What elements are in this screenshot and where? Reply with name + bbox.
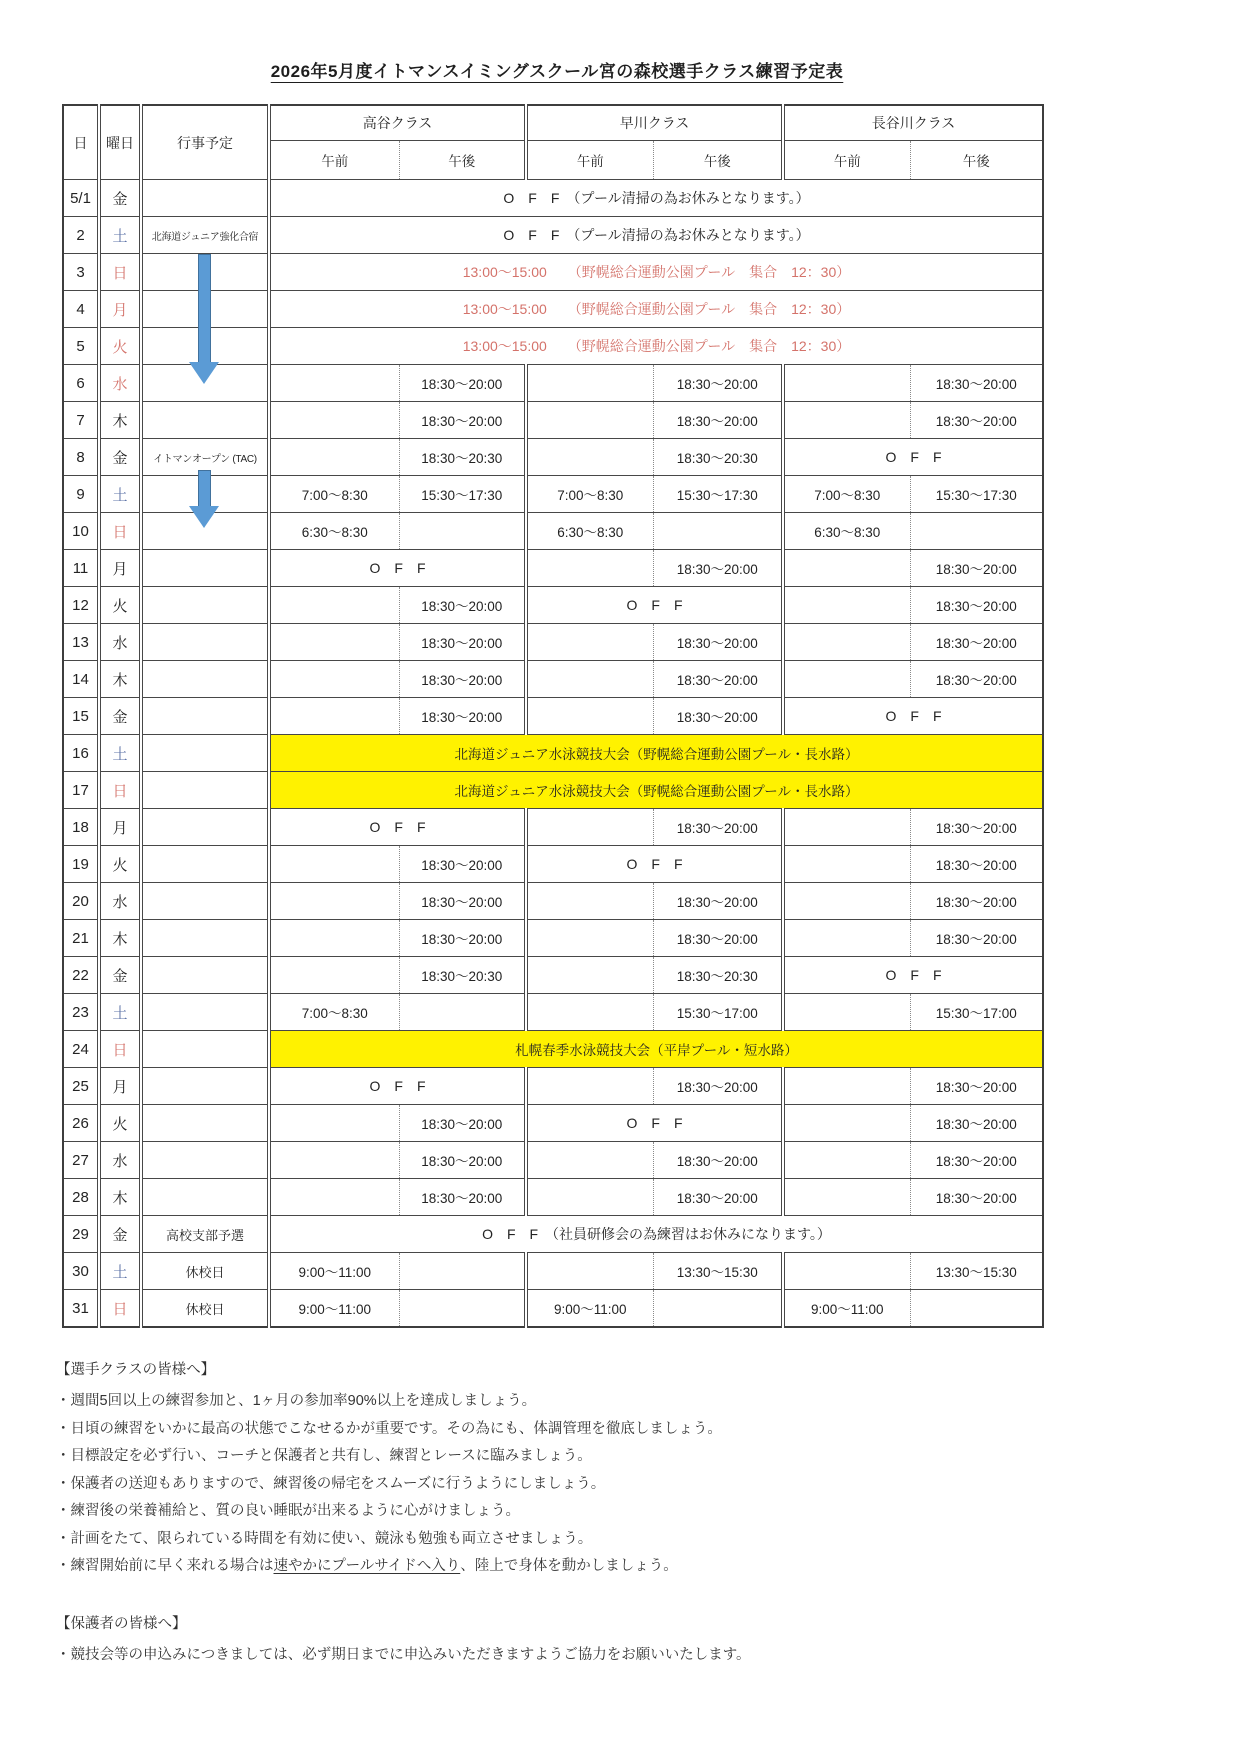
- time-cell: 18:30〜20:00: [910, 550, 1043, 587]
- schedule-row: [63, 883, 1043, 920]
- time-cell: [783, 920, 910, 957]
- time-cell: 18:30〜20:00: [910, 1068, 1043, 1105]
- time-cell: 13:30〜15:30: [910, 1253, 1043, 1290]
- weekday-cell: 日: [99, 254, 141, 291]
- time-cell: 18:30〜20:00: [910, 846, 1043, 883]
- time-cell: O F F: [783, 957, 1043, 994]
- time-cell: 18:30〜20:00: [399, 587, 526, 624]
- time-cell: [783, 1253, 910, 1290]
- schedule-row: [63, 1068, 1043, 1105]
- time-cell: 15:30〜17:00: [910, 994, 1043, 1031]
- span-cell: 13:00〜15:00 （野幌総合運動公園プール 集合 12：30）: [269, 291, 1043, 328]
- time-cell: 18:30〜20:00: [653, 365, 783, 402]
- col-header-pm-1: 午後: [399, 141, 526, 180]
- note-item: ・保護者の送迎もありますので、練習後の帰宅をスムーズに行うようにしましょう。: [56, 1475, 606, 1492]
- time-cell: 18:30〜20:00: [653, 661, 783, 698]
- schedule-row: [63, 217, 1043, 254]
- note-item: ・週間5回以上の練習参加と、1ヶ月の参加率90%以上を達成しましょう。: [56, 1393, 537, 1409]
- time-cell: O F F: [269, 809, 526, 846]
- schedule-row: [63, 1179, 1043, 1216]
- time-cell: [526, 1253, 653, 1290]
- time-cell: [783, 1105, 910, 1142]
- weekday-cell: 金: [99, 1216, 141, 1253]
- time-cell: 18:30〜20:00: [399, 1142, 526, 1179]
- time-cell: [526, 624, 653, 661]
- span-cell: O F F （プール清掃の為お休みとなります。）: [269, 180, 1043, 217]
- time-cell: [269, 957, 399, 994]
- time-cell: 18:30〜20:30: [653, 957, 783, 994]
- day-cell: 16: [63, 735, 99, 772]
- note-item: ・練習開始前に早く来れる場合は速やかにプールサイドへ入り、陸上で身体を動かしましょう。: [56, 1558, 678, 1574]
- time-cell: 18:30〜20:00: [399, 661, 526, 698]
- day-cell: 26: [63, 1105, 99, 1142]
- time-cell: [783, 550, 910, 587]
- time-cell: 18:30〜20:00: [399, 1105, 526, 1142]
- time-cell: [269, 661, 399, 698]
- schedule-row: [63, 698, 1043, 735]
- weekday-cell: 金: [99, 180, 141, 217]
- page-title: 2026年5月度イトマンスイミングスクール宮の森校選手クラス練習予定表: [270, 62, 844, 81]
- weekday-cell: 月: [99, 809, 141, 846]
- weekday-cell: 土: [99, 994, 141, 1031]
- weekday-cell: 土: [99, 217, 141, 254]
- notes-athletes-list: [56, 1388, 1186, 1581]
- schedule-row: [63, 920, 1043, 957]
- span-cell: O F F （社員研修会の為練習はお休みになります。）: [269, 1216, 1043, 1253]
- event-cell: [141, 735, 269, 772]
- day-cell: 27: [63, 1142, 99, 1179]
- time-cell: [526, 809, 653, 846]
- time-cell: [399, 513, 526, 550]
- time-cell: [399, 1253, 526, 1290]
- day-cell: 19: [63, 846, 99, 883]
- col-header-am-1: 午前: [269, 141, 399, 180]
- schedule-row: [63, 1253, 1043, 1290]
- schedule-row: [63, 661, 1043, 698]
- schedule-row: [63, 735, 1043, 772]
- time-cell: 9:00〜11:00: [269, 1290, 399, 1328]
- schedule-row: [63, 1105, 1043, 1142]
- col-header-am-3: 午前: [783, 141, 910, 180]
- day-cell: 9: [63, 476, 99, 513]
- weekday-cell: 火: [99, 587, 141, 624]
- weekday-cell: 水: [99, 624, 141, 661]
- col-header-class-2: 早川クラス: [526, 105, 783, 141]
- day-cell: 2: [63, 217, 99, 254]
- time-cell: [526, 1142, 653, 1179]
- schedule-row: [63, 994, 1043, 1031]
- day-cell: 13: [63, 624, 99, 661]
- schedule-row: [63, 587, 1043, 624]
- event-cell: [141, 809, 269, 846]
- time-cell: 18:30〜20:00: [653, 920, 783, 957]
- time-cell: 9:00〜11:00: [269, 1253, 399, 1290]
- schedule-row: [63, 1216, 1043, 1253]
- event-banner: 札幌春季水泳競技大会（平岸プール・短水路）: [269, 1031, 1043, 1068]
- time-cell: 18:30〜20:00: [653, 1179, 783, 1216]
- day-cell: 15: [63, 698, 99, 735]
- time-cell: 18:30〜20:00: [910, 1179, 1043, 1216]
- event-cell: 北海道ジュニア強化合宿: [141, 217, 269, 254]
- time-cell: 9:00〜11:00: [783, 1290, 910, 1328]
- time-cell: O F F: [783, 439, 1043, 476]
- day-cell: 21: [63, 920, 99, 957]
- day-cell: 3: [63, 254, 99, 291]
- day-cell: 22: [63, 957, 99, 994]
- time-cell: 18:30〜20:30: [399, 957, 526, 994]
- time-cell: 6:30〜8:30: [783, 513, 910, 550]
- down-arrow-icon: [189, 254, 219, 384]
- event-cell: [141, 1179, 269, 1216]
- event-cell: 休校日: [141, 1253, 269, 1290]
- weekday-cell: 金: [99, 957, 141, 994]
- event-banner: 北海道ジュニア水泳競技大会（野幌総合運動公園プール・長水路）: [269, 735, 1043, 772]
- time-cell: [783, 402, 910, 439]
- time-cell: O F F: [269, 550, 526, 587]
- time-cell: [269, 883, 399, 920]
- span-cell: 13:00〜15:00 （野幌総合運動公園プール 集合 12：30）: [269, 328, 1043, 365]
- event-cell: [141, 550, 269, 587]
- time-cell: O F F: [526, 846, 783, 883]
- time-cell: 18:30〜20:00: [399, 1179, 526, 1216]
- time-cell: [269, 698, 399, 735]
- time-cell: [783, 1179, 910, 1216]
- time-cell: 15:30〜17:00: [653, 994, 783, 1031]
- section-heading: 【選手クラスの皆様へ】: [56, 1362, 216, 1378]
- time-cell: [783, 809, 910, 846]
- event-cell: [141, 1031, 269, 1068]
- schedule-row: [63, 1142, 1043, 1179]
- col-header-pm-3: 午後: [910, 141, 1043, 180]
- time-cell: [269, 402, 399, 439]
- time-cell: 6:30〜8:30: [269, 513, 399, 550]
- schedule-row: [63, 1031, 1043, 1068]
- time-cell: 18:30〜20:00: [653, 698, 783, 735]
- schedule-row: [63, 846, 1043, 883]
- weekday-cell: 月: [99, 550, 141, 587]
- time-cell: 18:30〜20:00: [910, 624, 1043, 661]
- time-cell: 18:30〜20:00: [910, 1142, 1043, 1179]
- day-cell: 8: [63, 439, 99, 476]
- time-cell: 18:30〜20:30: [399, 439, 526, 476]
- time-cell: [526, 957, 653, 994]
- weekday-cell: 月: [99, 291, 141, 328]
- time-cell: [399, 1290, 526, 1328]
- day-cell: 10: [63, 513, 99, 550]
- notes-athletes-section: [56, 1358, 1186, 1581]
- time-cell: [269, 1142, 399, 1179]
- time-cell: 18:30〜20:00: [910, 587, 1043, 624]
- time-cell: [269, 920, 399, 957]
- time-cell: 18:30〜20:00: [653, 1142, 783, 1179]
- day-cell: 25: [63, 1068, 99, 1105]
- schedule-row: [63, 772, 1043, 809]
- time-cell: [910, 513, 1043, 550]
- time-cell: O F F: [783, 698, 1043, 735]
- time-cell: O F F: [269, 1068, 526, 1105]
- time-cell: 18:30〜20:00: [399, 920, 526, 957]
- time-cell: [269, 624, 399, 661]
- notes-parents-section: [56, 1612, 1186, 1670]
- weekday-cell: 火: [99, 328, 141, 365]
- weekday-cell: 火: [99, 1105, 141, 1142]
- event-cell: [141, 883, 269, 920]
- weekday-cell: 月: [99, 1068, 141, 1105]
- schedule-row: [63, 180, 1043, 217]
- day-cell: 28: [63, 1179, 99, 1216]
- time-cell: O F F: [526, 587, 783, 624]
- time-cell: 7:00〜8:30: [269, 994, 399, 1031]
- day-cell: 29: [63, 1216, 99, 1253]
- day-cell: 7: [63, 402, 99, 439]
- notes-parents-list: [56, 1642, 1186, 1670]
- note-item: ・練習後の栄養補給と、質の良い睡眠が出来るように心がけましょう。: [56, 1503, 520, 1519]
- event-cell: [141, 1068, 269, 1105]
- time-cell: [526, 920, 653, 957]
- time-cell: [783, 994, 910, 1031]
- weekday-cell: 木: [99, 402, 141, 439]
- time-cell: 6:30〜8:30: [526, 513, 653, 550]
- day-cell: 30: [63, 1253, 99, 1290]
- time-cell: 9:00〜11:00: [526, 1290, 653, 1328]
- time-cell: [269, 439, 399, 476]
- event-cell: [141, 402, 269, 439]
- schedule-row: [63, 809, 1043, 846]
- event-cell: [141, 957, 269, 994]
- time-cell: 13:30〜15:30: [653, 1253, 783, 1290]
- time-cell: 15:30〜17:30: [910, 476, 1043, 513]
- time-cell: 7:00〜8:30: [783, 476, 910, 513]
- weekday-cell: 日: [99, 1031, 141, 1068]
- note-item: ・競技会等の申込みにつきましては、必ず期日までに申込みいただきますようご協力をお願いいたします。: [56, 1647, 751, 1663]
- weekday-cell: 金: [99, 698, 141, 735]
- event-cell: [141, 1142, 269, 1179]
- time-cell: [783, 365, 910, 402]
- time-cell: 18:30〜20:00: [653, 809, 783, 846]
- time-cell: [783, 1068, 910, 1105]
- day-cell: 12: [63, 587, 99, 624]
- time-cell: 18:30〜20:00: [399, 402, 526, 439]
- col-header-day: 日: [73, 134, 88, 151]
- col-header-weekday: 曜日: [99, 105, 141, 180]
- col-header-class-1: 高谷クラス: [269, 105, 526, 141]
- span-cell: 13:00〜15:00 （野幌総合運動公園プール 集合 12：30）: [269, 254, 1043, 291]
- event-cell: [141, 624, 269, 661]
- time-cell: 18:30〜20:00: [910, 661, 1043, 698]
- time-cell: [526, 365, 653, 402]
- time-cell: [783, 883, 910, 920]
- event-cell: [141, 920, 269, 957]
- schedule-row: [63, 550, 1043, 587]
- event-banner: 北海道ジュニア水泳競技大会（野幌総合運動公園プール・長水路）: [269, 772, 1043, 809]
- time-cell: [783, 624, 910, 661]
- schedule-row: [63, 624, 1043, 661]
- weekday-cell: 水: [99, 883, 141, 920]
- event-cell: 高校支部予選: [141, 1216, 269, 1253]
- weekday-cell: 水: [99, 1142, 141, 1179]
- day-cell: 31: [63, 1290, 99, 1328]
- schedule-header: [63, 105, 1043, 180]
- time-cell: [269, 587, 399, 624]
- time-cell: 18:30〜20:00: [399, 698, 526, 735]
- weekday-cell: 日: [99, 513, 141, 550]
- time-cell: 18:30〜20:00: [653, 1068, 783, 1105]
- weekday-cell: 火: [99, 846, 141, 883]
- weekday-cell: 土: [99, 476, 141, 513]
- event-cell: [141, 587, 269, 624]
- time-cell: [526, 1068, 653, 1105]
- event-cell: [141, 180, 269, 217]
- time-cell: 18:30〜20:30: [653, 439, 783, 476]
- time-cell: [526, 883, 653, 920]
- time-cell: 18:30〜20:00: [910, 365, 1043, 402]
- time-cell: 18:30〜20:00: [399, 365, 526, 402]
- day-cell: 5/1: [63, 180, 99, 217]
- time-cell: O F F: [526, 1105, 783, 1142]
- day-cell: 17: [63, 772, 99, 809]
- weekday-cell: 水: [99, 365, 141, 402]
- time-cell: [526, 550, 653, 587]
- time-cell: [653, 513, 783, 550]
- time-cell: [269, 365, 399, 402]
- time-cell: [269, 1179, 399, 1216]
- event-cell: [141, 772, 269, 809]
- event-cell: イトマンオープン (TAC): [141, 439, 269, 476]
- day-cell: 14: [63, 661, 99, 698]
- weekday-cell: 木: [99, 661, 141, 698]
- time-cell: 18:30〜20:00: [653, 883, 783, 920]
- day-cell: 4: [63, 291, 99, 328]
- time-cell: 18:30〜20:00: [399, 883, 526, 920]
- time-cell: [269, 846, 399, 883]
- col-header-am-2: 午前: [526, 141, 653, 180]
- day-cell: 6: [63, 365, 99, 402]
- time-cell: 7:00〜8:30: [269, 476, 399, 513]
- day-cell: 11: [63, 550, 99, 587]
- day-cell: 24: [63, 1031, 99, 1068]
- time-cell: 18:30〜20:00: [653, 402, 783, 439]
- time-cell: 18:30〜20:00: [910, 809, 1043, 846]
- span-cell: O F F （プール清掃の為お休みとなります。）: [269, 217, 1043, 254]
- weekday-cell: 土: [99, 735, 141, 772]
- time-cell: 18:30〜20:00: [653, 550, 783, 587]
- weekday-cell: 金: [99, 439, 141, 476]
- schedule-row: [63, 957, 1043, 994]
- time-cell: [910, 1290, 1043, 1328]
- day-cell: 20: [63, 883, 99, 920]
- event-cell: 休校日: [141, 1290, 269, 1328]
- time-cell: [526, 439, 653, 476]
- weekday-cell: 日: [99, 1290, 141, 1328]
- section-heading: 【保護者の皆様へ】: [56, 1616, 187, 1632]
- time-cell: [526, 698, 653, 735]
- time-cell: [783, 846, 910, 883]
- day-cell: 18: [63, 809, 99, 846]
- col-header-pm-2: 午後: [653, 141, 783, 180]
- time-cell: [526, 402, 653, 439]
- event-cell: [141, 698, 269, 735]
- time-cell: 18:30〜20:00: [653, 624, 783, 661]
- event-cell: [141, 846, 269, 883]
- time-cell: 15:30〜17:30: [399, 476, 526, 513]
- note-item: ・目標設定を必ず行い、コーチと保護者と共有し、練習とレースに臨みましょう。: [56, 1448, 592, 1464]
- time-cell: [399, 994, 526, 1031]
- time-cell: [269, 1105, 399, 1142]
- schedule-table-area: [62, 104, 1044, 1328]
- time-cell: [783, 587, 910, 624]
- time-cell: [526, 1179, 653, 1216]
- time-cell: 18:30〜20:00: [399, 624, 526, 661]
- time-cell: [526, 994, 653, 1031]
- day-cell: 23: [63, 994, 99, 1031]
- event-cell: [141, 994, 269, 1031]
- underlined-text: 速やかにプールサイドへ入り: [273, 1558, 461, 1574]
- time-cell: 18:30〜20:00: [910, 402, 1043, 439]
- col-header-class-3: 長谷川クラス: [783, 105, 1043, 141]
- day-cell: 5: [63, 328, 99, 365]
- time-cell: 18:30〜20:00: [910, 920, 1043, 957]
- weekday-cell: 木: [99, 920, 141, 957]
- time-cell: [526, 661, 653, 698]
- time-cell: 7:00〜8:30: [526, 476, 653, 513]
- time-cell: 18:30〜20:00: [910, 883, 1043, 920]
- col-header-event: 行事予定: [141, 105, 269, 180]
- weekday-cell: 日: [99, 772, 141, 809]
- event-cell: [141, 1105, 269, 1142]
- note-item: ・計画をたて、限られている時間を有効に使い、競泳も勉強も両立させましょう。: [56, 1530, 593, 1547]
- weekday-cell: 土: [99, 1253, 141, 1290]
- time-cell: [783, 1142, 910, 1179]
- event-cell: [141, 661, 269, 698]
- weekday-cell: 木: [99, 1179, 141, 1216]
- time-cell: [783, 661, 910, 698]
- schedule-row: [63, 1290, 1043, 1328]
- note-item: ・日頃の練習をいかに最高の状態でこなせるかが重要です。その為にも、体調管理を徹底しましょう。: [56, 1420, 722, 1437]
- time-cell: 15:30〜17:30: [653, 476, 783, 513]
- time-cell: 18:30〜20:00: [399, 846, 526, 883]
- time-cell: [653, 1290, 783, 1328]
- time-cell: 18:30〜20:00: [910, 1105, 1043, 1142]
- down-arrow-icon: [189, 470, 219, 528]
- schedule-row: [63, 402, 1043, 439]
